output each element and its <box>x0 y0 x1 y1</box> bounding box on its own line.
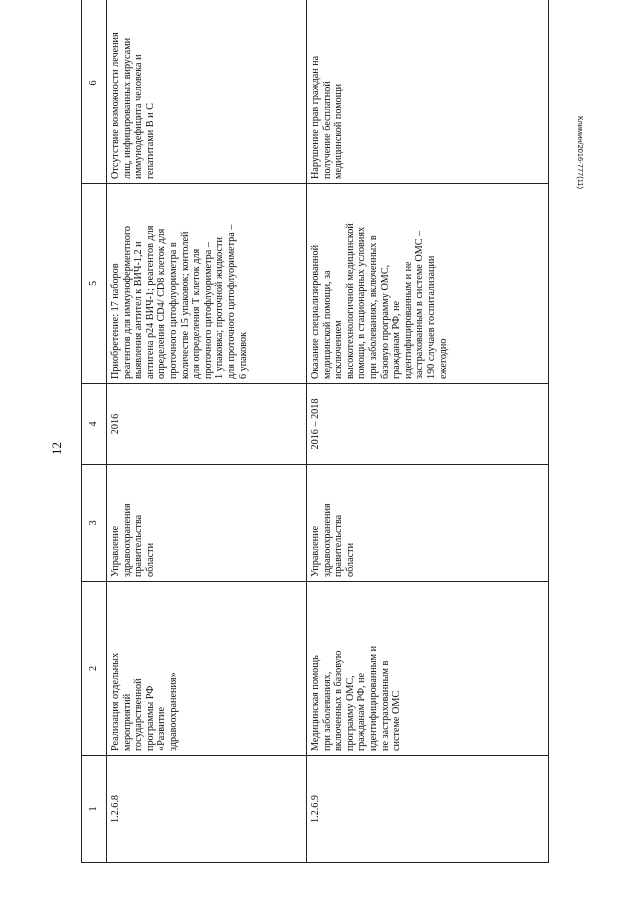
executor-cell: Управление здравоохранения правительства области <box>307 465 549 582</box>
header-col-5: 5 <box>82 184 107 384</box>
page-number: 12 <box>49 442 64 455</box>
header-col-3: 3 <box>82 465 107 582</box>
content-cell: Оказание специализированной медицинской помощи, за исключением высокотехнологичной медицинской помощи, в стационарных условиях при заболеваниях, включенных в базовую программу ОМС, гражданам РФ, не идентифицированным и не застрахованным в системе ОМС – 190 случаев госпитализации ежегодно <box>307 184 549 384</box>
header-col-1: 1 <box>82 756 107 863</box>
period-cell: 2016 <box>107 384 307 465</box>
measures-table <box>81 0 549 863</box>
table-row <box>307 0 549 863</box>
header-col-4: 4 <box>82 384 107 465</box>
row-id-cell: 1.2.6.9 <box>307 756 549 863</box>
row-id-cell: 1.2.6.8 <box>107 756 307 863</box>
header-col-6: 6 <box>82 0 107 184</box>
column-number-row <box>82 0 107 863</box>
period-cell: 2016 – 2018 <box>307 384 549 465</box>
document-code: Климин/2016-777(11) <box>576 116 585 189</box>
table-row <box>107 0 307 863</box>
event-cell: Реализация отдельных мероприятий государственной программы РФ «Развитие здравоохранения» <box>107 582 307 756</box>
executor-cell: Управление здравоохранения правительства области <box>107 465 307 582</box>
event-cell: Медицинская помощь при заболеваниях, включенных в базовую программу ОМС, гражданам РФ, не идентифицированным и не застрахованным в системе ОМС <box>307 582 549 756</box>
header-col-2: 2 <box>82 582 107 756</box>
consequence-cell: Нарушение прав граждан на получение бесплатной медицинской помощи <box>307 0 549 184</box>
content-cell: Приобретение: 17 наборов реагентов для иммуноферментного выявления антител к ВИЧ-1,2 и антигена p24 ВИЧ-1; реагентов для определения CD4/ CD8 клеток для проточного цитофлуориметра в количестве 15 упаковок; контолей для определения Т клеток для проточного цитофлуориметра – 1 упаковка; проточной жидкости для проточного цитофлуориметра – 6 упаковок <box>107 184 307 384</box>
consequence-cell: Отсутствие возможности лечения лиц, инфицированных вирусами иммунодефицита человека и гепатитами В и С <box>107 0 307 184</box>
program-table <box>81 25 543 863</box>
